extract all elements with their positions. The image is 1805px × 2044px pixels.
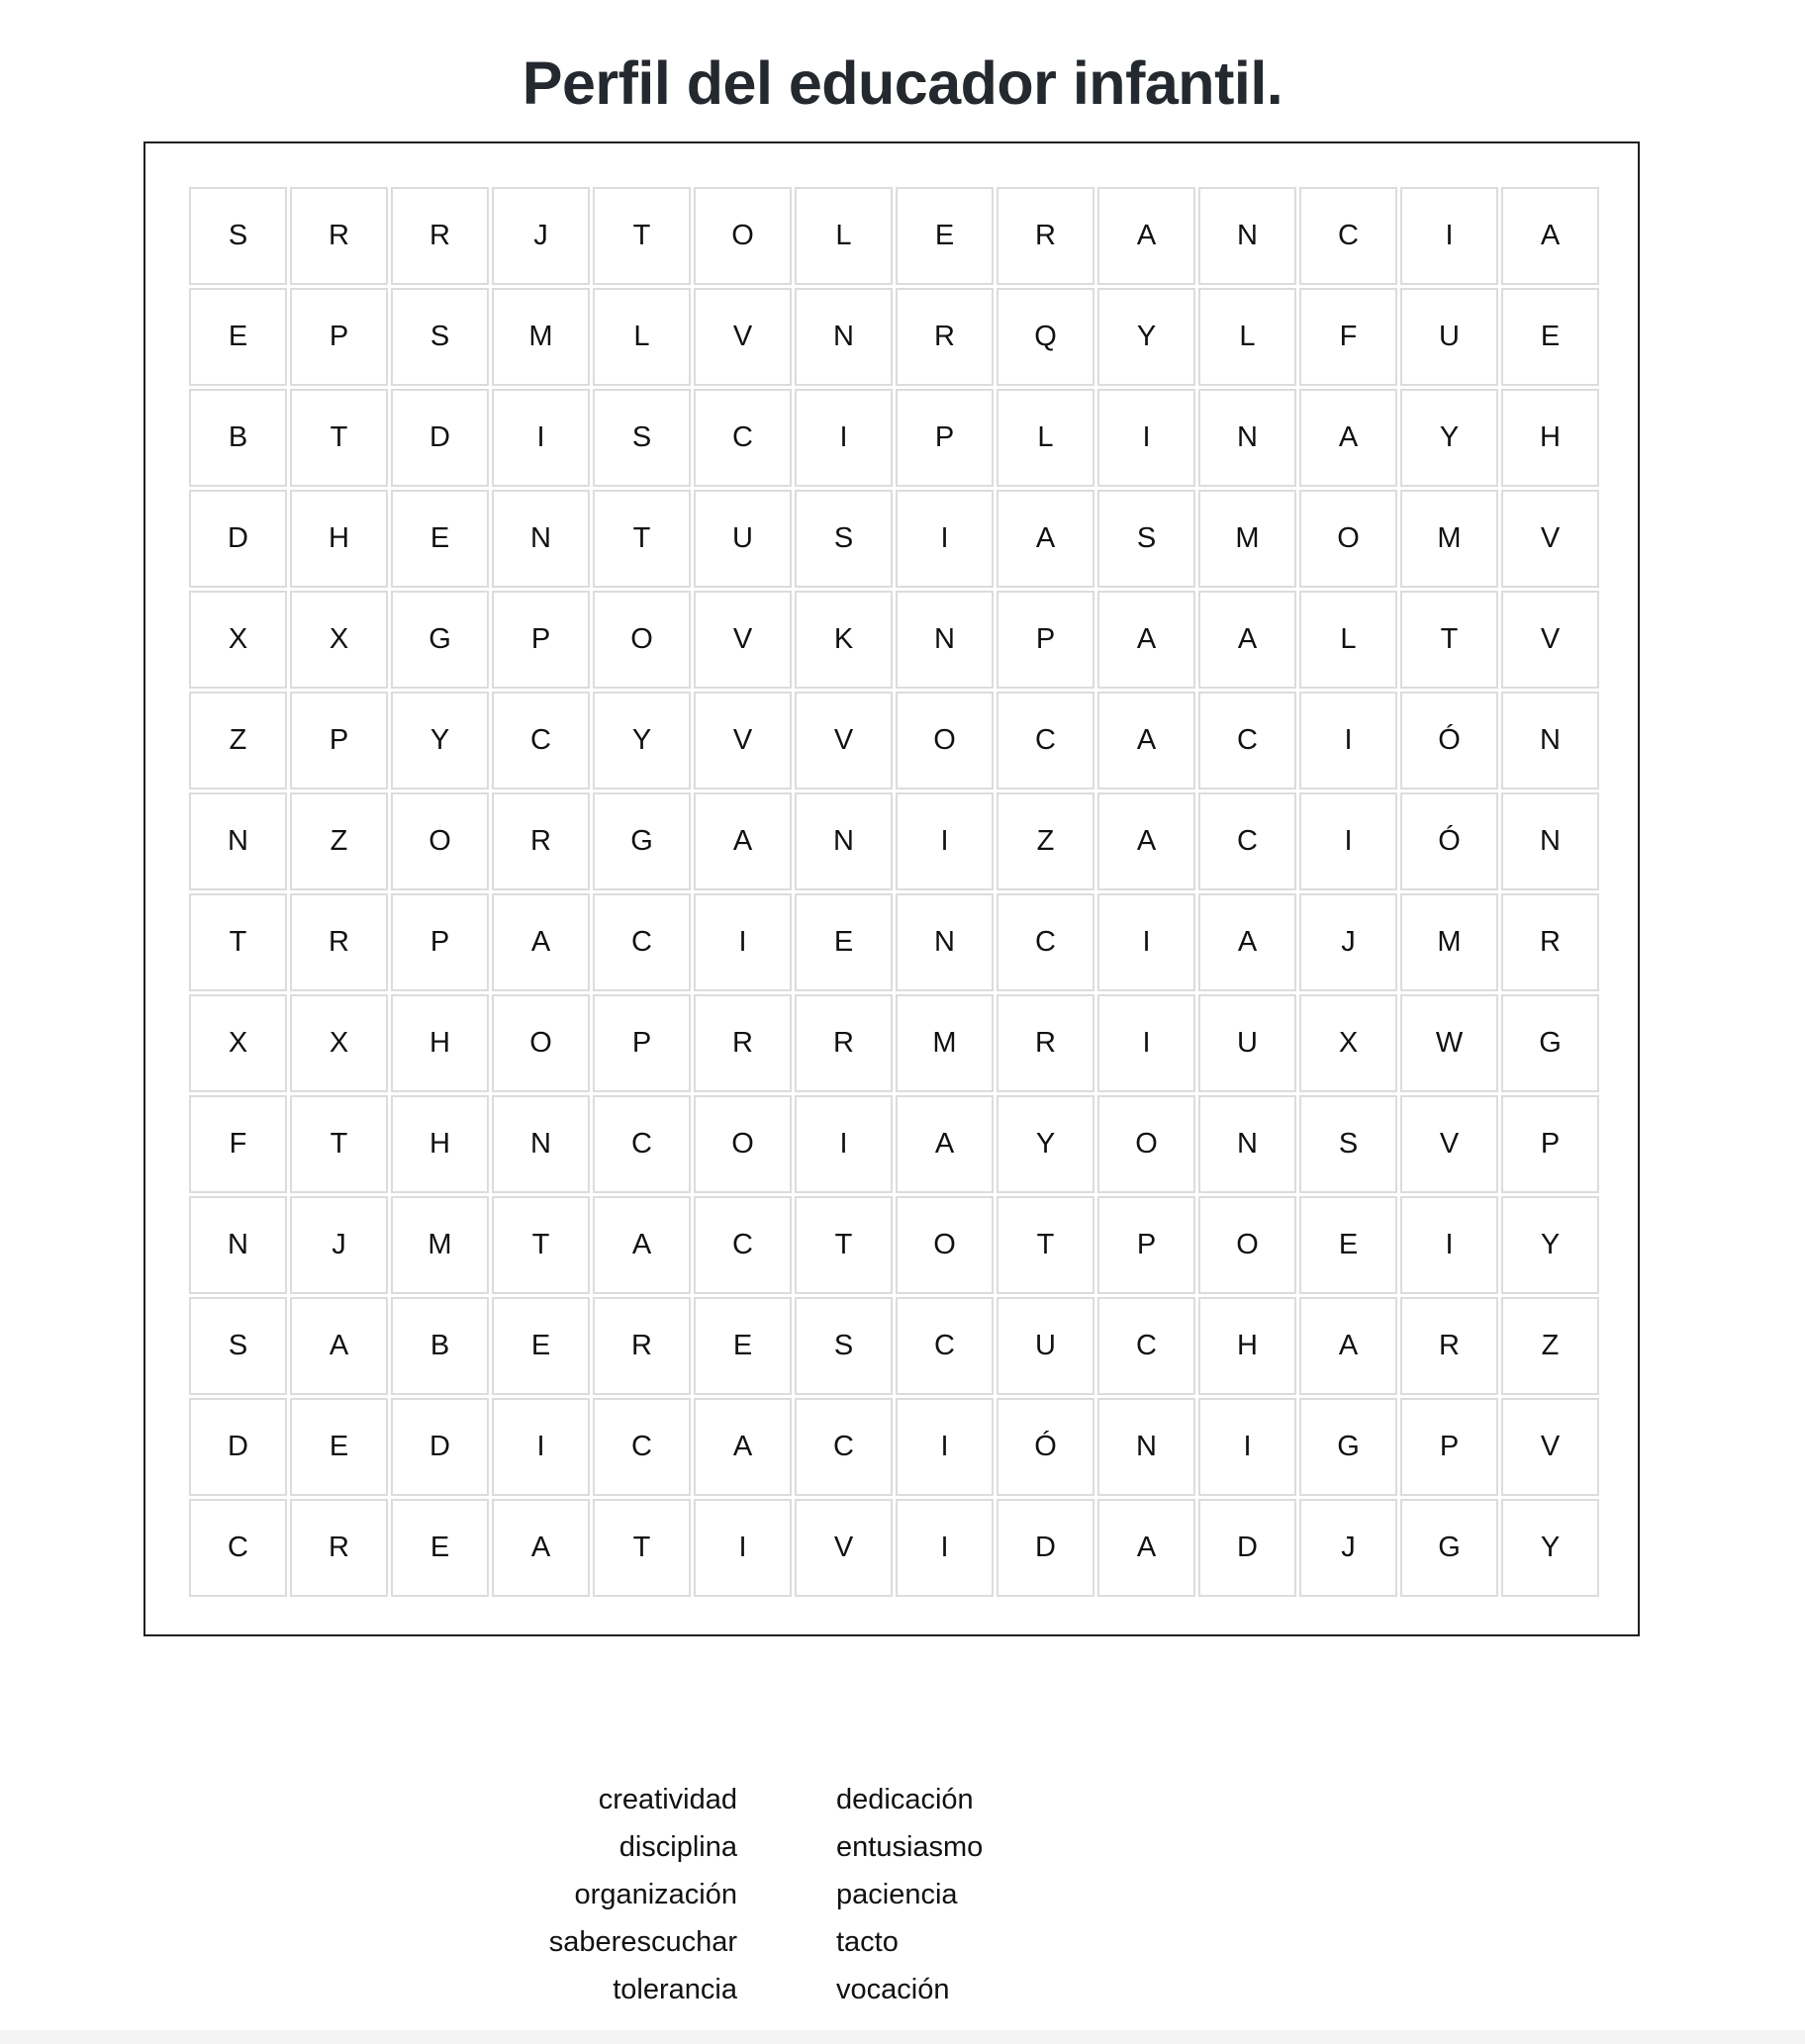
grid-cell[interactable]: O	[896, 692, 994, 790]
grid-cell[interactable]: I	[795, 389, 893, 487]
grid-cell[interactable]: E	[694, 1297, 792, 1395]
bottom-edge	[0, 2030, 1805, 2044]
grid-cell[interactable]: O	[896, 1196, 994, 1294]
grid-cell[interactable]: L	[795, 187, 893, 285]
grid-cell[interactable]: S	[1097, 490, 1195, 588]
grid-cell[interactable]: U	[997, 1297, 1094, 1395]
grid-cell[interactable]: J	[1299, 1499, 1397, 1597]
grid-cell[interactable]: C	[997, 692, 1094, 790]
grid-cell[interactable]: T	[593, 187, 691, 285]
grid-cell[interactable]: N	[189, 792, 287, 890]
grid-cell[interactable]: O	[694, 187, 792, 285]
grid-cell[interactable]: E	[492, 1297, 590, 1395]
grid-cell[interactable]: J	[290, 1196, 388, 1294]
grid-cell[interactable]: R	[492, 792, 590, 890]
grid-cell[interactable]: A	[694, 1398, 792, 1496]
grid-cell[interactable]: Q	[997, 288, 1094, 386]
grid-cell[interactable]: R	[593, 1297, 691, 1395]
grid-cell[interactable]: D	[1198, 1499, 1296, 1597]
grid-cell[interactable]: I	[795, 1095, 893, 1193]
grid-cell[interactable]: X	[290, 994, 388, 1092]
grid-cell[interactable]: H	[391, 994, 489, 1092]
grid-cell[interactable]: S	[189, 1297, 287, 1395]
grid-cell[interactable]: I	[1299, 692, 1397, 790]
grid-cell[interactable]: O	[694, 1095, 792, 1193]
grid-cell[interactable]: R	[290, 187, 388, 285]
grid-cell[interactable]: V	[694, 288, 792, 386]
grid-cell[interactable]: F	[189, 1095, 287, 1193]
grid-cell[interactable]: A	[492, 893, 590, 991]
grid-cell[interactable]: V	[795, 692, 893, 790]
grid-cell[interactable]: V	[1400, 1095, 1498, 1193]
grid-cell[interactable]: N	[492, 1095, 590, 1193]
grid-cell[interactable]: I	[896, 792, 994, 890]
grid-cell[interactable]: G	[1501, 994, 1599, 1092]
grid-cell[interactable]: P	[290, 692, 388, 790]
grid-cell[interactable]: B	[189, 389, 287, 487]
grid-cell[interactable]: Y	[1501, 1499, 1599, 1597]
grid-cell[interactable]: X	[189, 994, 287, 1092]
grid-cell[interactable]: S	[391, 288, 489, 386]
word-list-item: paciencia	[836, 1879, 958, 1910]
grid-cell[interactable]: P	[492, 591, 590, 689]
grid-cell[interactable]: J	[1299, 893, 1397, 991]
grid-cell[interactable]: P	[1400, 1398, 1498, 1496]
grid-cell[interactable]: S	[593, 389, 691, 487]
grid-cell[interactable]: D	[997, 1499, 1094, 1597]
grid-cell[interactable]: O	[1198, 1196, 1296, 1294]
grid-cell[interactable]: C	[795, 1398, 893, 1496]
grid-cell[interactable]: C	[997, 893, 1094, 991]
grid-cell[interactable]: A	[896, 1095, 994, 1193]
grid-cell[interactable]: S	[795, 1297, 893, 1395]
grid-cell[interactable]: K	[795, 591, 893, 689]
grid-cell[interactable]: Y	[593, 692, 691, 790]
grid-cell[interactable]: N	[795, 288, 893, 386]
grid-cell[interactable]: X	[1299, 994, 1397, 1092]
grid-cell[interactable]: E	[391, 490, 489, 588]
grid-cell[interactable]: G	[1400, 1499, 1498, 1597]
grid-cell[interactable]: H	[1198, 1297, 1296, 1395]
grid-cell[interactable]: D	[391, 389, 489, 487]
grid-cell[interactable]: A	[290, 1297, 388, 1395]
grid-cell[interactable]: I	[1097, 893, 1195, 991]
grid-cell[interactable]: R	[896, 288, 994, 386]
grid-cell[interactable]: I	[896, 1499, 994, 1597]
grid-cell[interactable]: D	[391, 1398, 489, 1496]
grid-cell[interactable]: I	[896, 1398, 994, 1496]
word-list-item: entusiasmo	[836, 1831, 984, 1863]
grid-cell[interactable]: R	[290, 1499, 388, 1597]
grid-cell[interactable]: D	[189, 490, 287, 588]
grid-cell[interactable]: G	[391, 591, 489, 689]
grid-cell[interactable]: G	[593, 792, 691, 890]
grid-cell[interactable]: C	[896, 1297, 994, 1395]
grid-cell[interactable]: A	[1299, 1297, 1397, 1395]
word-list-item: tolerancia	[613, 1974, 737, 2005]
grid-cell[interactable]: A	[1097, 187, 1195, 285]
grid-cell[interactable]: T	[492, 1196, 590, 1294]
grid-cell[interactable]: N	[1097, 1398, 1195, 1496]
grid-cell[interactable]: O	[1097, 1095, 1195, 1193]
grid-cell[interactable]: T	[290, 1095, 388, 1193]
grid-cell[interactable]: N	[492, 490, 590, 588]
grid-cell[interactable]: U	[694, 490, 792, 588]
grid-cell[interactable]: C	[593, 1095, 691, 1193]
grid-cell[interactable]: Z	[1501, 1297, 1599, 1395]
word-search-frame	[143, 141, 1640, 1636]
grid-cell[interactable]: V	[795, 1499, 893, 1597]
page-title: Perfil del educador infantil.	[522, 49, 1283, 117]
grid-cell[interactable]: T	[593, 490, 691, 588]
grid-cell[interactable]: A	[1097, 591, 1195, 689]
grid-cell[interactable]: N	[896, 893, 994, 991]
grid-cell[interactable]: R	[290, 893, 388, 991]
grid-cell[interactable]: B	[391, 1297, 489, 1395]
grid-cell[interactable]: I	[1097, 994, 1195, 1092]
grid-cell[interactable]: V	[694, 692, 792, 790]
grid-cell[interactable]: N	[1198, 187, 1296, 285]
grid-cell[interactable]: R	[1400, 1297, 1498, 1395]
grid-cell[interactable]: S	[795, 490, 893, 588]
grid-cell[interactable]: A	[1097, 792, 1195, 890]
grid-cell[interactable]: Y	[1501, 1196, 1599, 1294]
grid-cell[interactable]: V	[1501, 1398, 1599, 1496]
word-list-item: tacto	[836, 1926, 899, 1958]
grid-cell[interactable]: Z	[997, 792, 1094, 890]
grid-cell[interactable]: I	[492, 389, 590, 487]
grid-cell[interactable]: N	[1198, 1095, 1296, 1193]
grid-cell[interactable]: Y	[1097, 288, 1195, 386]
grid-cell[interactable]: I	[694, 1499, 792, 1597]
grid-cell[interactable]: N	[1198, 389, 1296, 487]
grid-cell[interactable]: R	[694, 994, 792, 1092]
grid-cell[interactable]: W	[1400, 994, 1498, 1092]
grid-cell[interactable]: C	[1198, 692, 1296, 790]
grid-cell[interactable]: O	[492, 994, 590, 1092]
grid-cell[interactable]: T	[290, 389, 388, 487]
grid-cell[interactable]: Ó	[997, 1398, 1094, 1496]
grid-cell[interactable]: I	[492, 1398, 590, 1496]
grid-cell[interactable]: M	[1400, 490, 1498, 588]
grid-cell[interactable]: V	[1501, 591, 1599, 689]
grid-cell[interactable]: N	[896, 591, 994, 689]
grid-cell[interactable]: I	[1097, 389, 1195, 487]
grid-cell[interactable]: L	[997, 389, 1094, 487]
grid-cell[interactable]: I	[1299, 792, 1397, 890]
grid-cell[interactable]: L	[1299, 591, 1397, 689]
grid-cell[interactable]: Z	[290, 792, 388, 890]
grid-cell[interactable]: T	[593, 1499, 691, 1597]
grid-cell[interactable]: V	[694, 591, 792, 689]
grid-cell[interactable]: T	[189, 893, 287, 991]
grid-cell[interactable]: N	[189, 1196, 287, 1294]
grid-cell[interactable]: P	[896, 389, 994, 487]
grid-cell[interactable]: C	[492, 692, 590, 790]
grid-cell[interactable]: U	[1400, 288, 1498, 386]
grid-cell[interactable]: C	[694, 389, 792, 487]
grid-cell[interactable]: Ó	[1400, 792, 1498, 890]
grid-cell[interactable]: A	[1198, 591, 1296, 689]
grid-cell[interactable]: X	[189, 591, 287, 689]
word-list-right-column	[836, 1776, 983, 2013]
grid-cell[interactable]: S	[1299, 1095, 1397, 1193]
grid-cell[interactable]: O	[593, 591, 691, 689]
grid-cell[interactable]: P	[593, 994, 691, 1092]
grid-cell[interactable]: A	[694, 792, 792, 890]
grid-cell[interactable]: J	[492, 187, 590, 285]
grid-cell[interactable]: N	[1501, 792, 1599, 890]
word-list-left-column	[549, 1776, 737, 2013]
grid-cell[interactable]: E	[795, 893, 893, 991]
word-list-item: creatividad	[598, 1784, 737, 1815]
grid-cell[interactable]: I	[896, 490, 994, 588]
grid-cell[interactable]: R	[795, 994, 893, 1092]
grid-cell[interactable]: Ó	[1400, 692, 1498, 790]
grid-cell[interactable]: Z	[189, 692, 287, 790]
grid-cell[interactable]: O	[391, 792, 489, 890]
grid-cell[interactable]: M	[1400, 893, 1498, 991]
grid-cell[interactable]: T	[1400, 591, 1498, 689]
grid-cell[interactable]: M	[896, 994, 994, 1092]
grid-cell[interactable]: E	[391, 1499, 489, 1597]
grid-cell[interactable]: Y	[391, 692, 489, 790]
grid-cell[interactable]: L	[593, 288, 691, 386]
grid-cell[interactable]: R	[391, 187, 489, 285]
grid-cell[interactable]: C	[593, 893, 691, 991]
grid-cell[interactable]: H	[290, 490, 388, 588]
word-list-item: saberescuchar	[548, 1926, 737, 1958]
grid-cell[interactable]: P	[997, 591, 1094, 689]
grid-cell[interactable]: N	[795, 792, 893, 890]
grid-cell[interactable]: N	[1501, 692, 1599, 790]
grid-cell[interactable]: E	[1501, 288, 1599, 386]
grid-cell[interactable]: A	[492, 1499, 590, 1597]
grid-cell[interactable]: A	[1097, 692, 1195, 790]
grid-cell[interactable]: Y	[997, 1095, 1094, 1193]
grid-cell[interactable]: S	[189, 187, 287, 285]
grid-cell[interactable]: R	[997, 187, 1094, 285]
grid-cell[interactable]: A	[1198, 893, 1296, 991]
grid-cell[interactable]: A	[997, 490, 1094, 588]
grid-cell[interactable]: A	[593, 1196, 691, 1294]
grid-cell[interactable]: X	[290, 591, 388, 689]
grid-cell[interactable]: P	[391, 893, 489, 991]
grid-cell[interactable]: E	[1299, 1196, 1397, 1294]
grid-cell[interactable]: I	[1198, 1398, 1296, 1496]
grid-cell[interactable]: H	[391, 1095, 489, 1193]
grid-cell[interactable]: A	[1501, 187, 1599, 285]
grid-cell[interactable]: I	[1400, 187, 1498, 285]
grid-cell[interactable]: O	[1299, 490, 1397, 588]
grid-cell[interactable]: E	[189, 288, 287, 386]
grid-cell[interactable]: E	[290, 1398, 388, 1496]
grid-cell[interactable]: M	[391, 1196, 489, 1294]
grid-cell[interactable]: D	[189, 1398, 287, 1496]
grid-cell[interactable]: T	[795, 1196, 893, 1294]
grid-cell[interactable]: C	[189, 1499, 287, 1597]
grid-cell[interactable]: I	[694, 893, 792, 991]
grid-cell[interactable]: L	[1198, 288, 1296, 386]
grid-cell[interactable]: C	[1198, 792, 1296, 890]
grid-cell[interactable]: M	[1198, 490, 1296, 588]
grid-cell[interactable]: Y	[1400, 389, 1498, 487]
grid-cell[interactable]: R	[1501, 893, 1599, 991]
word-list-item: organización	[574, 1879, 737, 1910]
grid-cell[interactable]: A	[1097, 1499, 1195, 1597]
grid-cell[interactable]: C	[1299, 187, 1397, 285]
grid-cell[interactable]: U	[1198, 994, 1296, 1092]
grid-cell[interactable]: E	[896, 187, 994, 285]
word-list-item: vocación	[836, 1974, 950, 2005]
word-list-item: dedicación	[836, 1784, 974, 1815]
grid-cell[interactable]: A	[1299, 389, 1397, 487]
grid-cell[interactable]: C	[1097, 1297, 1195, 1395]
grid-cell[interactable]: P	[1097, 1196, 1195, 1294]
grid-cell[interactable]: F	[1299, 288, 1397, 386]
grid-cell[interactable]: P	[290, 288, 388, 386]
grid-cell[interactable]: C	[593, 1398, 691, 1496]
grid-cell[interactable]: T	[997, 1196, 1094, 1294]
word-list-item: disciplina	[618, 1831, 737, 1863]
grid-cell[interactable]: G	[1299, 1398, 1397, 1496]
grid-cell[interactable]: I	[1400, 1196, 1498, 1294]
grid-cell[interactable]: P	[1501, 1095, 1599, 1193]
grid-cell[interactable]: M	[492, 288, 590, 386]
letter-grid	[189, 187, 1599, 1597]
grid-cell[interactable]: C	[694, 1196, 792, 1294]
grid-cell[interactable]: V	[1501, 490, 1599, 588]
grid-cell[interactable]: H	[1501, 389, 1599, 487]
grid-cell[interactable]: R	[997, 994, 1094, 1092]
